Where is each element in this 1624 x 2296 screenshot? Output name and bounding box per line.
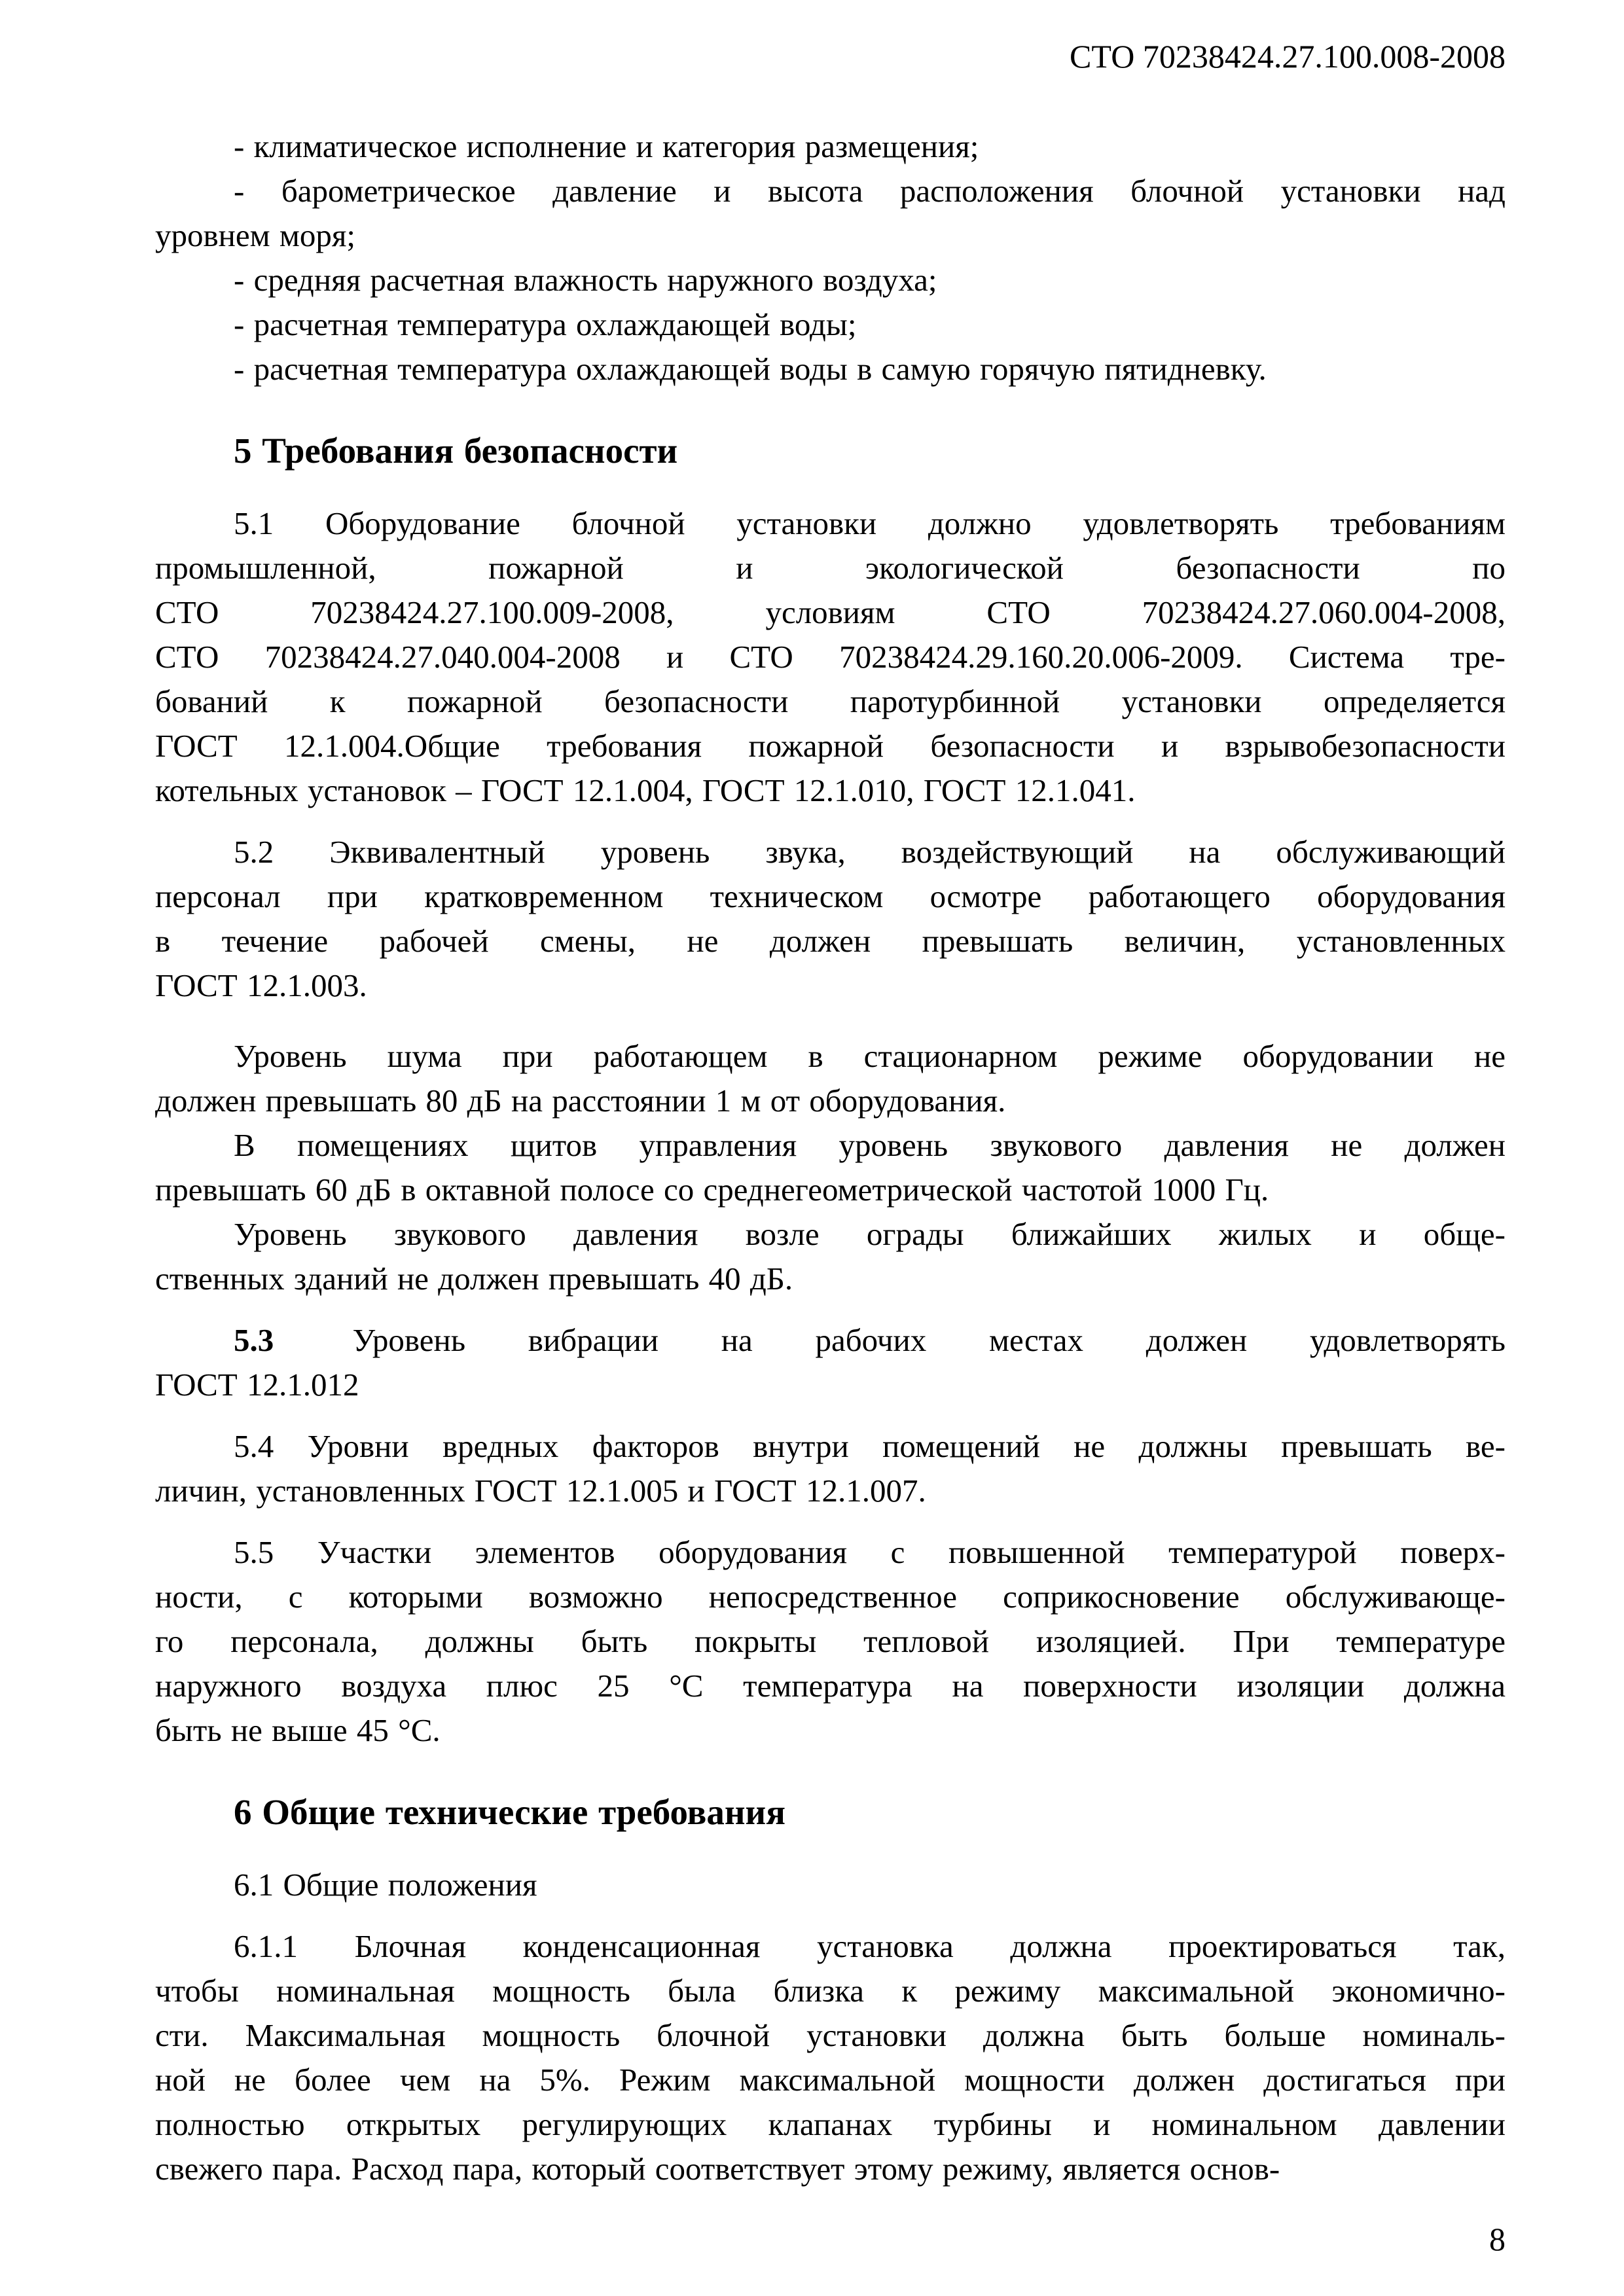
paragraph — [155, 830, 1506, 1008]
bullet-item — [155, 169, 1506, 258]
text-line: СТО 70238424.27.100.009-2008, условиям СТО 70238424.27.060.004-2008, — [155, 594, 1506, 630]
text-line: Уровень звукового давления возле ограды ближайших жилых и обще- — [234, 1216, 1506, 1252]
text-line: ГОСТ 12.1.003. — [155, 967, 367, 1003]
text-line: личин, установленных ГОСТ 12.1.005 и ГОСТ 12.1.007. — [155, 1473, 926, 1509]
text-line: 5.3 Уровень вибрации на рабочих местах должен удовлетворять — [234, 1322, 1506, 1358]
text-line: бований к пожарной безопасности паротурбинной установки определяется — [155, 683, 1506, 719]
bullet-item — [155, 347, 1506, 391]
text-line: 6.1.1 Блочная конденсационная установка должна проектироваться так, — [234, 1928, 1506, 1964]
text-line: сти. Максимальная мощность блочной установки должна быть больше номиналь- — [155, 2017, 1506, 2053]
bullet-item — [155, 258, 1506, 302]
text-line: 5.5 Участки элементов оборудования с повышенной температурой поверх- — [234, 1534, 1506, 1570]
bullet-item — [155, 302, 1506, 347]
page-number: 8 — [1489, 2221, 1506, 2257]
section-heading — [155, 427, 1506, 475]
text-line: превышать 60 дБ в октавной полосе со среднегеометрической частотой 1000 Гц. — [155, 1172, 1269, 1208]
text-line: ной не более чем на 5%. Режим максимальной мощности должен достигаться при — [155, 2062, 1506, 2098]
text-line: быть не выше 45 °С. — [155, 1712, 441, 1748]
text-line: персонал при кратковременном техническом осмотре работающего оборудования — [155, 878, 1506, 914]
text-line: должен превышать 80 дБ на расстоянии 1 м от оборудования. — [155, 1083, 1006, 1119]
paragraph — [155, 1123, 1506, 1212]
text-line: в течение рабочей смены, не должен превышать величин, установленных — [155, 923, 1506, 959]
paragraph — [155, 1924, 1506, 2191]
text-line: 5.2 Эквивалентный уровень звука, воздействующий на обслуживающий — [234, 834, 1506, 870]
text-line: котельных установок – ГОСТ 12.1.004, ГОСТ 12.1.010, ГОСТ 12.1.041. — [155, 772, 1136, 808]
text-line: чтобы номинальная мощность была близка к режиму максимальной экономично- — [155, 1973, 1506, 2009]
text-line: ГОСТ 12.1.004.Общие требования пожарной безопасности и взрывобезопасности — [155, 728, 1506, 764]
paragraph — [155, 1530, 1506, 1753]
text-line: ственных зданий не должен превышать 40 дБ. — [155, 1261, 793, 1297]
text-line: - расчетная температура охлаждающей воды в самую горячую пятидневку. — [234, 351, 1267, 387]
text-line: наружного воздуха плюс 25 °С температура на поверхности изоляции должна — [155, 1668, 1506, 1704]
text-line: 5 Требования безопасности — [234, 431, 678, 471]
text-line: - барометрическое давление и высота расположения блочной установки над — [234, 173, 1506, 209]
paragraph — [155, 1034, 1506, 1123]
text-line: 5.1 Оборудование блочной установки должно удовлетворять требованиям — [234, 505, 1506, 541]
paragraph — [155, 1212, 1506, 1301]
text-line: Уровень шума при работающем в стационарном режиме оборудовании не — [234, 1038, 1506, 1074]
text-line: 6.1 Общие положения — [234, 1867, 537, 1903]
paragraph — [155, 1424, 1506, 1513]
text-line: ГОСТ 12.1.012 — [155, 1367, 359, 1403]
text-line: полностью открытых регулирующих клапанах турбины и номинальном давлении — [155, 2106, 1506, 2142]
paragraph — [155, 1318, 1506, 1407]
document-code-header: СТО 70238424.27.100.008-2008 — [1070, 38, 1506, 75]
text-line: свежего пара. Расход пара, который соответствует этому режиму, является основ- — [155, 2151, 1280, 2187]
paragraph — [155, 501, 1506, 813]
clause-number: 5.3 — [234, 1322, 274, 1358]
text-line: - климатическое исполнение и категория размещения; — [234, 128, 979, 164]
text-line: - расчетная температура охлаждающей воды; — [234, 306, 857, 342]
text-line: го персонала, должны быть покрыты тепловой изоляцией. При температуре — [155, 1623, 1506, 1659]
document-body — [155, 124, 1506, 2191]
text-line: промышленной, пожарной и экологической безопасности по — [155, 550, 1506, 586]
section-heading — [155, 1788, 1506, 1837]
subsection-heading — [155, 1863, 1506, 1907]
text-line: 5.4 Уровни вредных факторов внутри помещений не должны превышать ве- — [234, 1428, 1506, 1464]
text-line: - средняя расчетная влажность наружного воздуха; — [234, 262, 937, 298]
text-line: ности, с которыми возможно непосредственное соприкосновение обслуживающе- — [155, 1579, 1506, 1615]
bullet-item — [155, 124, 1506, 169]
text-line: СТО 70238424.27.040.004-2008 и СТО 70238424.29.160.20.006-2009. Система тре- — [155, 639, 1506, 675]
text-line: 6 Общие технические требования — [234, 1792, 786, 1832]
text-line: уровнем моря; — [155, 217, 356, 253]
text-line: В помещениях щитов управления уровень звукового давления не должен — [234, 1127, 1506, 1163]
